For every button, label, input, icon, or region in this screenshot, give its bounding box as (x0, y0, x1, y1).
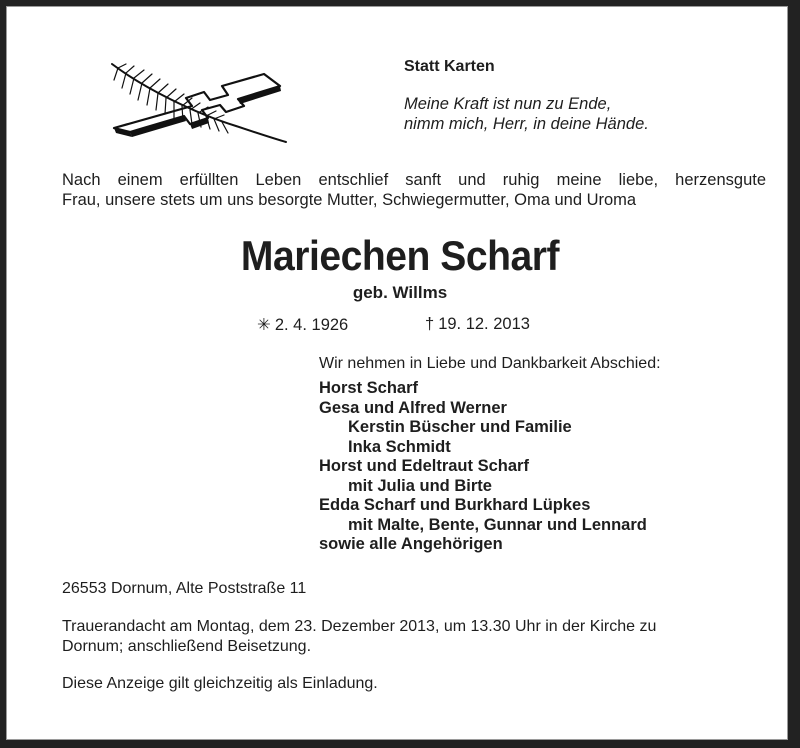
death-cross-icon: † (425, 315, 435, 333)
verse (404, 94, 649, 134)
mourner-item: sowie alle Angehörigen (319, 535, 503, 553)
statt-karten-heading: Statt Karten (404, 58, 495, 75)
verse-line-1: Meine Kraft ist nun zu Ende, (404, 95, 612, 113)
mourner-item: Horst Scharf (319, 379, 419, 397)
born-name: geb. Willms (352, 283, 448, 302)
intro-line-2: Frau, unsere stets um uns besorgte Mutter, Schwiegermutter, Oma und Uroma (62, 191, 637, 209)
mourner-item: Inka Schmidt (348, 437, 451, 456)
mourners-list (319, 379, 647, 555)
mourner-item: Horst und Edeltraut Scharf (319, 457, 529, 475)
service-line-1: Trauerandacht am Montag, dem 23. Dezember 2013, um 13.30 Uhr in der Kirche zu (62, 618, 657, 635)
mourner-item: Kerstin Büscher und Familie (348, 418, 572, 436)
service-info (62, 617, 656, 657)
birth-date-value: 2. 4. 1926 (274, 316, 349, 334)
mourner-item: Gesa und Alfred Werner (319, 398, 507, 417)
intro-text (62, 170, 766, 210)
service-line-2: Dornum; anschließend Beisetzung. (62, 638, 312, 655)
mourner-item: mit Julia und Birte (348, 476, 492, 495)
death-date-value: 19. 12. 2013 (438, 315, 530, 333)
intro-line-1: Nach einem erfüllten Leben entschlief sanft und ruhig meine liebe, herzensgute (62, 171, 766, 189)
birth-date (257, 315, 348, 335)
mourner-item: mit Malte, Bente, Gunnar und Lennard (348, 515, 647, 534)
cross-with-palm-frond-icon (104, 58, 300, 144)
birth-star-icon: ✳ (257, 316, 271, 334)
verse-line-2: nimm mich, Herr, in deine Hände. (404, 115, 649, 133)
closing-note: Diese Anzeige gilt gleichzeitig als Einladung. (62, 675, 378, 692)
farewell-heading: Wir nehmen in Liebe und Dankbarkeit Abschied: (319, 355, 661, 372)
address: 26553 Dornum, Alte Poststraße 11 (62, 580, 307, 597)
mourner-item: Edda Scharf und Burkhard Lüpkes (319, 496, 591, 514)
deceased-name: Mariechen Scharf (240, 232, 560, 279)
death-date (425, 315, 530, 334)
